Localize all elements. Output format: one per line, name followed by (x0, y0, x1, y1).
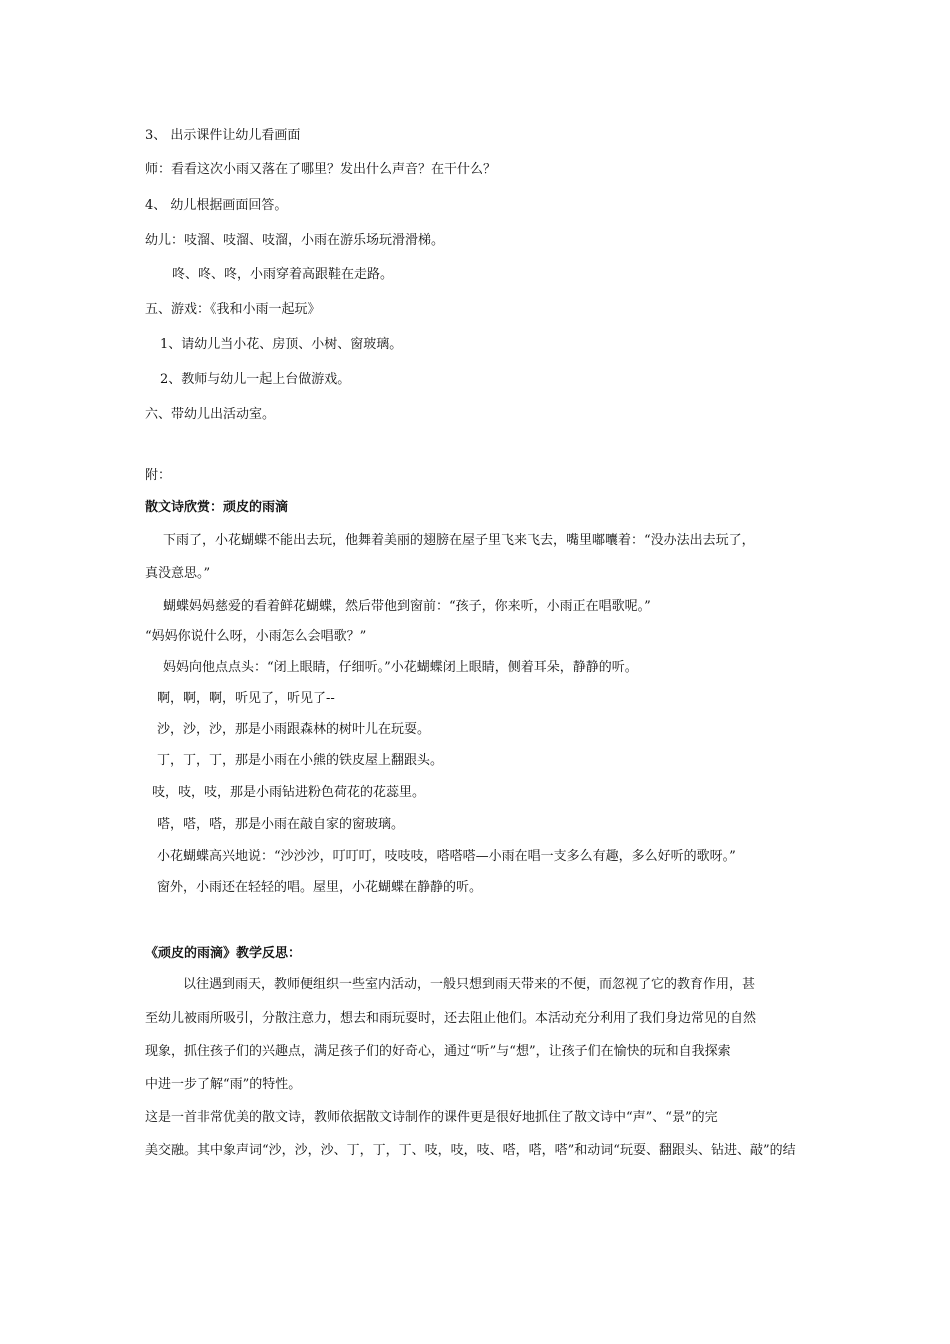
step-4: 4、 幼儿根据画面回答。 (145, 198, 288, 213)
reflection-line: 以往遇到雨天，教师便组织一些室内活动，一般只想到雨天带来的不便，而忽视了它的教育作用，甚 (183, 977, 756, 992)
poem-line: 真没意思。” (145, 566, 211, 581)
poem-line: 啊，啊，啊，听见了，听见了-- (157, 691, 335, 706)
poem-line: 小花蝴蝶高兴地说：“沙沙沙，叮叮叮，吱吱吱，嗒嗒嗒—小雨在唱一支多么有趣，多么好听的歌呀。” (157, 849, 736, 864)
section-five-heading: 五、游戏：《我和小雨一起玩》 (145, 302, 321, 317)
child-answer-2: 咚、咚、咚，小雨穿着高跟鞋在走路。 (172, 267, 394, 282)
poem-line: 窗外，小雨还在轻轻的唱。屋里，小花蝴蝶在静静的听。 (157, 880, 483, 895)
reflection-line: 现象，抓住孩子们的兴趣点，满足孩子们的好奇心，通过“听”与“想”，让孩子们在愉快的玩和自我探索 (145, 1044, 731, 1059)
poem-line: 嗒，嗒，嗒，那是小雨在敲自家的窗玻璃。 (157, 817, 405, 832)
poem-heading: 散文诗欣赏：顽皮的雨滴 (145, 500, 289, 515)
step-3: 3、 出示课件让幼儿看画面 (145, 128, 301, 143)
reflection-line: 至幼儿被雨所吸引，分散注意力，想去和雨玩耍时，还去阻止他们。本活动充分利用了我们身边常见的自然 (145, 1011, 757, 1026)
reflection-heading: 《顽皮的雨滴》教学反思： (145, 946, 302, 961)
poem-line: 吱，吱，吱，那是小雨钻进粉色荷花的花蕊里。 (152, 785, 426, 800)
poem-line: 丁，丁，丁，那是小雨在小熊的铁皮屋上翻跟头。 (157, 753, 444, 768)
reflection-line: 中进一步了解“雨”的特性。 (145, 1077, 302, 1092)
poem-line: “妈妈你说什么呀，小雨怎么会唱歌？” (145, 629, 367, 644)
poem-line: 下雨了，小花蝴蝶不能出去玩，他舞着美丽的翅膀在屋子里飞来飞去，嘴里嘟囔着：“没办法出去玩了， (163, 533, 755, 548)
appendix-label: 附： (145, 468, 172, 483)
poem-line: 沙，沙，沙，那是小雨跟森林的树叶儿在玩耍。 (157, 722, 431, 737)
game-step-2: 2、教师与幼儿一起上台做游戏。 (160, 372, 351, 387)
game-step-1: 1、请幼儿当小花、房顶、小树、窗玻璃。 (160, 337, 403, 352)
section-six-heading: 六、带幼儿出活动室。 (145, 407, 276, 422)
reflection-line: 美交融。其中象声词“沙，沙，沙、丁，丁，丁、吱，吱，吱、嗒，嗒，嗒”和动词“玩耍、翻跟头、钻进、敲”的结 (145, 1143, 796, 1158)
teacher-question: 师：看看这次小雨又落在了哪里？发出什么声音？在干什么？ (145, 162, 497, 177)
reflection-line: 这是一首非常优美的散文诗，教师依据散文诗制作的课件更是很好地抓住了散文诗中“声”、“景”的完 (145, 1110, 718, 1125)
poem-line: 蝴蝶妈妈慈爱的看着鲜花蝴蝶，然后带他到窗前：“孩子，你来听，小雨正在唱歌呢。” (163, 599, 651, 614)
poem-line: 妈妈向他点点头：“闭上眼睛，仔细听。”小花蝴蝶闭上眼睛，侧着耳朵，静静的听。 (163, 660, 638, 675)
child-answer-1: 幼儿：吱溜、吱溜、吱溜，小雨在游乐场玩滑滑梯。 (145, 233, 445, 248)
